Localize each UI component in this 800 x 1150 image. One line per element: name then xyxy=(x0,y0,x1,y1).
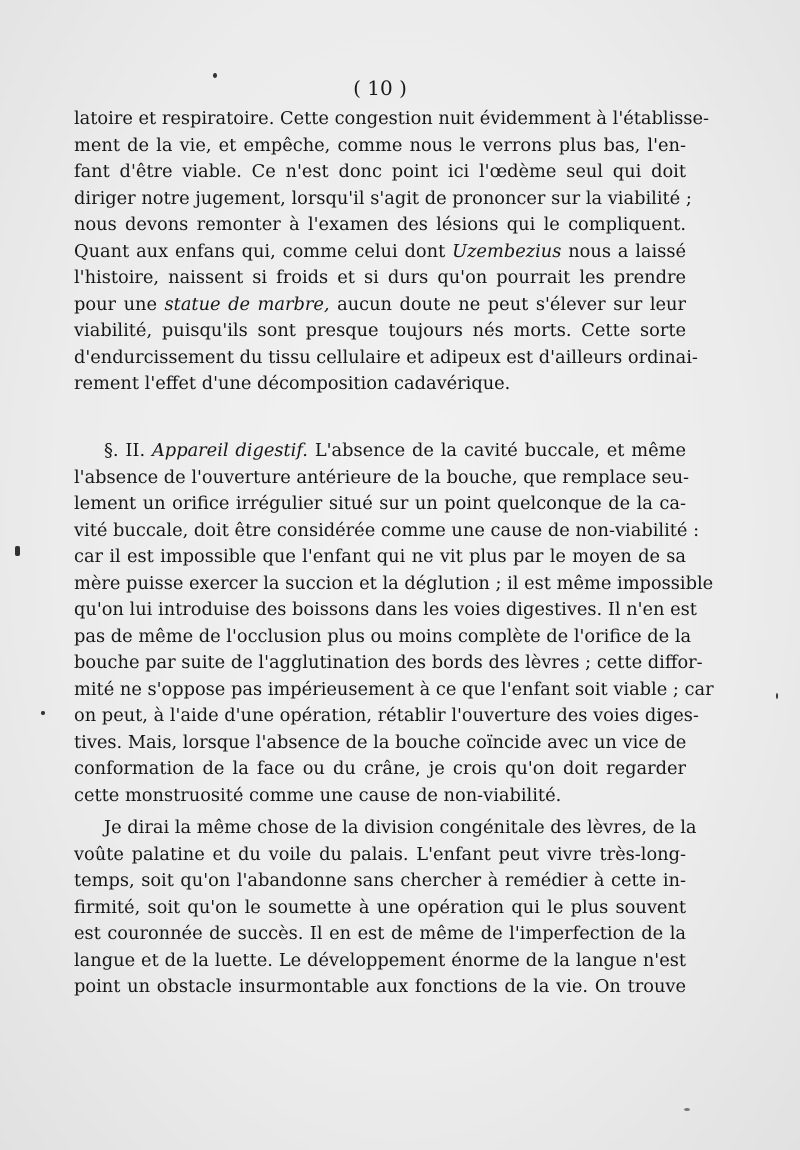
paper-speck xyxy=(684,1108,690,1111)
text-line: fant d'être viable. Ce n'est donc point ici l'œdème seul qui doit xyxy=(74,161,686,182)
paragraph-2 xyxy=(74,438,714,809)
text-line: cette monstruosité comme une cause de non-viabilité. xyxy=(74,784,562,806)
text-line: est couronnée de succès. Il en est de même de l'imperfection de la xyxy=(74,923,686,944)
paper-speck xyxy=(213,73,217,78)
italic-phrase: statue de marbre, xyxy=(164,293,330,315)
text-line: point un obstacle insurmontable aux fonctions de la vie. On trouve xyxy=(74,976,686,997)
text-line: viabilité, puisqu'ils sont presque toujours nés morts. Cette sorte xyxy=(74,320,686,341)
text-line: d'endurcissement du tissu cellulaire et adipeux est d'ailleurs ordinai- xyxy=(74,346,698,368)
paragraph-1 xyxy=(74,106,710,398)
text-line: car il est impossible que l'enfant qui ne vit plus par le moyen de sa xyxy=(74,546,686,567)
text-line: mère puisse exercer la succion et la déglution ; il est même impossible xyxy=(74,572,714,594)
section-heading-line xyxy=(74,438,686,465)
section-label: §. II. xyxy=(104,440,146,461)
paper-speck xyxy=(776,693,778,699)
text-line: voûte palatine et du voile du palais. L'enfant peut vivre très-long- xyxy=(74,843,686,865)
paragraph-3 xyxy=(74,815,697,1001)
section-title: Appareil digestif. xyxy=(151,440,308,461)
text-line: Quant aux enfans qui, comme celui dont Uzembezius nous a laissé xyxy=(74,240,686,262)
text-line: firmité, soit qu'on le soumette à une opération qui le plus souvent xyxy=(74,896,686,918)
text-line: temps, soit qu'on l'abandonne sans chercher à remédier à cette in- xyxy=(74,870,686,891)
text-line: lement un orifice irrégulier situé sur un point quelconque de la ca- xyxy=(74,493,686,514)
text-line: diriger notre jugement, lorsqu'il s'agit de prononcer sur la viabilité ; xyxy=(74,187,692,209)
text-line: rement l'effet d'une décomposition cadavérique. xyxy=(74,373,511,394)
text-line: on peut, à l'aide d'une opération, rétablir l'ouverture des voies diges- xyxy=(74,705,699,726)
paper-speck xyxy=(41,711,45,715)
text-line: bouche par suite de l'agglutination des bords des lèvres ; cette diffor- xyxy=(74,652,703,673)
text-line: ment de la vie, et empêche, comme nous le verrons plus bas, l'en- xyxy=(74,134,686,156)
italic-phrase: Uzembezius xyxy=(452,240,562,262)
paper-speck xyxy=(15,546,20,556)
text-line: pour une statue de marbre, aucun doute ne peut s'élever sur leur xyxy=(74,293,686,315)
text-line: Je dirai la même chose de la division congénitale des lèvres, de la xyxy=(104,817,697,838)
text-line: nous devons remonter à l'examen des lésions qui le compliquent. xyxy=(74,214,686,235)
text-line: vité buccale, doit être considérée comme une cause de non-viabilité : xyxy=(74,519,700,541)
page-number: ( 10 ) xyxy=(353,76,407,100)
text-line: qu'on lui introduise des boissons dans les voies digestives. Il n'en est xyxy=(74,599,697,620)
text-line: tives. Mais, lorsque l'absence de la bouche coïncide avec un vice de xyxy=(74,731,687,753)
text-line: l'absence de l'ouverture antérieure de la bouche, que remplace seu- xyxy=(74,466,690,488)
section-first-line-text: L'absence de la cavité buccale, et même xyxy=(314,440,687,461)
text-line: conformation de la face ou du crâne, je crois qu'on doit regarder xyxy=(74,758,686,779)
text-line: latoire et respiratoire. Cette congestion nuit évidemment à l'établisse- xyxy=(74,108,710,129)
text-line: langue et de la luette. Le développement énorme de la langue n'est xyxy=(74,949,686,971)
text-line: mité ne s'oppose pas impérieusement à ce que l'enfant soit viable ; car xyxy=(74,678,714,700)
text-line: l'histoire, naissent si froids et si durs qu'on pourrait les prendre xyxy=(74,267,686,288)
text-line: pas de même de l'occlusion plus ou moins complète de l'orifice de la xyxy=(74,625,692,647)
